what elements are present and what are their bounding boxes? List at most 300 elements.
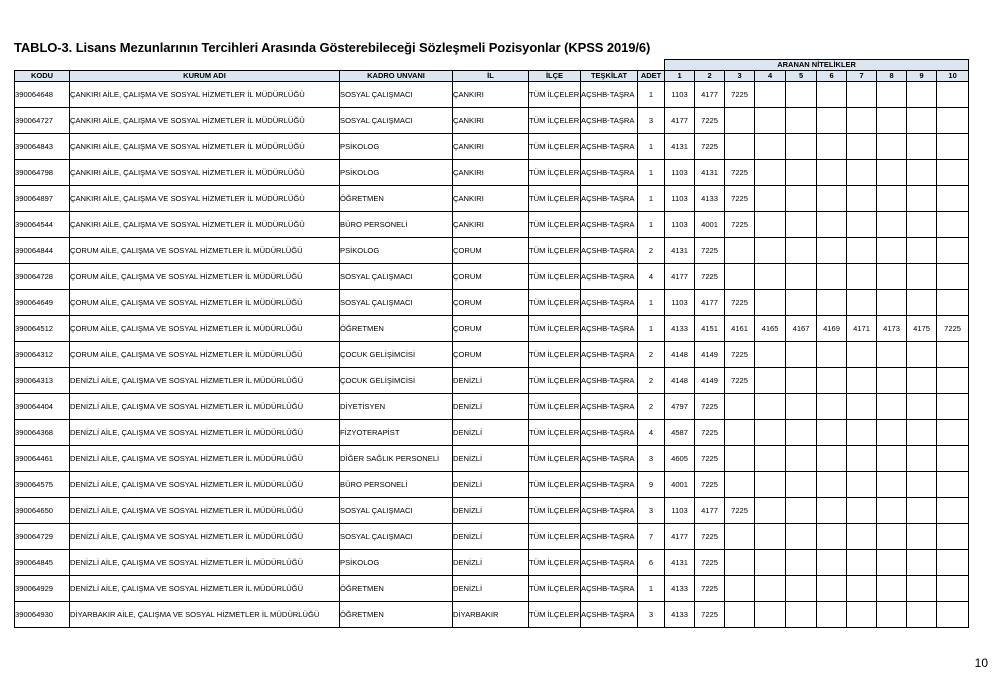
cell-kurum: DENİZLİ AİLE, ÇALIŞMA VE SOSYAL HİZMETLER İL MÜDÜRLÜĞÜ: [70, 394, 340, 420]
cell-nitelik-5: [786, 602, 817, 628]
cell-kodu: 390064650: [15, 498, 70, 524]
cell-nitelik-7: [847, 394, 877, 420]
cell-nitelik-2: 4177: [695, 290, 725, 316]
cell-teskilat: AÇSHB-TAŞRA: [581, 212, 638, 238]
cell-nitelik-2: 7225: [695, 524, 725, 550]
cell-nitelik-2: 7225: [695, 264, 725, 290]
cell-nitelik-7: [847, 420, 877, 446]
cell-nitelik-2: 7225: [695, 134, 725, 160]
cell-ilce: TÜM İLÇELER: [529, 342, 581, 368]
cell-nitelik-1: 4133: [665, 316, 695, 342]
cell-nitelik-9: [907, 602, 937, 628]
cell-nitelik-3: [725, 524, 755, 550]
cell-kodu: 390064897: [15, 186, 70, 212]
cell-adet: 4: [638, 264, 665, 290]
col-header-q5: 5: [786, 71, 817, 82]
table-row: [15, 238, 969, 264]
cell-kadro: ÇOCUK GELİŞİMCİSİ: [340, 342, 453, 368]
cell-nitelik-3: 7225: [725, 160, 755, 186]
cell-nitelik-3: 7225: [725, 82, 755, 108]
cell-nitelik-10: [937, 108, 969, 134]
cell-nitelik-4: [755, 550, 786, 576]
table-row: [15, 446, 969, 472]
table-row: [15, 524, 969, 550]
cell-adet: 2: [638, 368, 665, 394]
cell-nitelik-9: [907, 472, 937, 498]
cell-nitelik-5: [786, 160, 817, 186]
cell-nitelik-3: [725, 134, 755, 160]
cell-kodu: 390064930: [15, 602, 70, 628]
cell-kurum: DENİZLİ AİLE, ÇALIŞMA VE SOSYAL HİZMETLER İL MÜDÜRLÜĞÜ: [70, 524, 340, 550]
cell-kurum: ÇANKIRI AİLE, ÇALIŞMA VE SOSYAL HİZMETLER İL MÜDÜRLÜĞÜ: [70, 212, 340, 238]
cell-nitelik-5: [786, 524, 817, 550]
cell-nitelik-4: [755, 368, 786, 394]
cell-nitelik-7: [847, 82, 877, 108]
cell-nitelik-8: [877, 498, 907, 524]
cell-nitelik-4: [755, 238, 786, 264]
cell-nitelik-3: 7225: [725, 212, 755, 238]
cell-il: ÇANKIRI: [453, 134, 529, 160]
cell-kurum: DENİZLİ AİLE, ÇALIŞMA VE SOSYAL HİZMETLER İL MÜDÜRLÜĞÜ: [70, 420, 340, 446]
cell-adet: 1: [638, 160, 665, 186]
cell-kurum: DENİZLİ AİLE, ÇALIŞMA VE SOSYAL HİZMETLER İL MÜDÜRLÜĞÜ: [70, 446, 340, 472]
cell-nitelik-9: [907, 108, 937, 134]
cell-nitelik-1: 4148: [665, 342, 695, 368]
cell-nitelik-8: [877, 290, 907, 316]
cell-nitelik-7: [847, 108, 877, 134]
cell-nitelik-4: [755, 186, 786, 212]
cell-ilce: TÜM İLÇELER: [529, 160, 581, 186]
col-header-ilce: İLÇE: [529, 71, 581, 82]
cell-nitelik-1: 4177: [665, 108, 695, 134]
cell-kodu: 390064729: [15, 524, 70, 550]
cell-nitelik-6: [817, 238, 847, 264]
cell-adet: 3: [638, 602, 665, 628]
cell-adet: 1: [638, 186, 665, 212]
cell-kadro: ÖĞRETMEN: [340, 602, 453, 628]
cell-kadro: ÖĞRETMEN: [340, 186, 453, 212]
table-row: [15, 160, 969, 186]
cell-nitelik-9: [907, 498, 937, 524]
cell-nitelik-1: 1103: [665, 82, 695, 108]
cell-nitelik-5: [786, 550, 817, 576]
cell-nitelik-4: [755, 394, 786, 420]
cell-teskilat: AÇSHB-TAŞRA: [581, 498, 638, 524]
table-row: [15, 316, 969, 342]
cell-nitelik-6: [817, 394, 847, 420]
cell-il: DİYARBAKIR: [453, 602, 529, 628]
col-header-q3: 3: [725, 71, 755, 82]
cell-nitelik-6: [817, 212, 847, 238]
cell-nitelik-3: [725, 472, 755, 498]
col-header-q1: 1: [665, 71, 695, 82]
cell-kadro: DİĞER SAĞLIK PERSONELİ: [340, 446, 453, 472]
cell-nitelik-8: [877, 160, 907, 186]
cell-ilce: TÜM İLÇELER: [529, 212, 581, 238]
cell-adet: 1: [638, 82, 665, 108]
cell-nitelik-2: 4001: [695, 212, 725, 238]
cell-nitelik-5: [786, 290, 817, 316]
cell-nitelik-5: [786, 186, 817, 212]
cell-nitelik-8: [877, 576, 907, 602]
cell-nitelik-7: [847, 212, 877, 238]
cell-nitelik-1: 4605: [665, 446, 695, 472]
cell-nitelik-9: [907, 368, 937, 394]
cell-nitelik-4: [755, 160, 786, 186]
cell-kurum: ÇORUM AİLE, ÇALIŞMA VE SOSYAL HİZMETLER İL MÜDÜRLÜĞÜ: [70, 264, 340, 290]
cell-nitelik-9: [907, 186, 937, 212]
cell-kodu: 390064368: [15, 420, 70, 446]
cell-nitelik-6: [817, 368, 847, 394]
cell-kurum: ÇANKIRI AİLE, ÇALIŞMA VE SOSYAL HİZMETLER İL MÜDÜRLÜĞÜ: [70, 134, 340, 160]
cell-nitelik-2: 7225: [695, 238, 725, 264]
cell-ilce: TÜM İLÇELER: [529, 316, 581, 342]
cell-nitelik-3: 7225: [725, 186, 755, 212]
cell-nitelik-6: [817, 576, 847, 602]
cell-teskilat: AÇSHB-TAŞRA: [581, 524, 638, 550]
cell-nitelik-10: [937, 550, 969, 576]
cell-il: DENİZLİ: [453, 550, 529, 576]
cell-nitelik-8: [877, 524, 907, 550]
cell-nitelik-3: [725, 264, 755, 290]
cell-kodu: 390064312: [15, 342, 70, 368]
cell-nitelik-3: 7225: [725, 368, 755, 394]
table-row: [15, 134, 969, 160]
cell-nitelik-6: [817, 342, 847, 368]
cell-nitelik-1: 4177: [665, 524, 695, 550]
cell-nitelik-3: [725, 550, 755, 576]
cell-nitelik-5: [786, 238, 817, 264]
col-header-q4: 4: [755, 71, 786, 82]
cell-adet: 3: [638, 108, 665, 134]
cell-il: ÇORUM: [453, 238, 529, 264]
cell-il: ÇORUM: [453, 316, 529, 342]
cell-nitelik-10: [937, 290, 969, 316]
cell-nitelik-6: 4169: [817, 316, 847, 342]
cell-nitelik-4: [755, 82, 786, 108]
cell-nitelik-9: [907, 82, 937, 108]
cell-nitelik-1: 4133: [665, 576, 695, 602]
cell-il: DENİZLİ: [453, 420, 529, 446]
cell-il: DENİZLİ: [453, 524, 529, 550]
cell-teskilat: AÇSHB-TAŞRA: [581, 316, 638, 342]
cell-nitelik-3: 7225: [725, 290, 755, 316]
cell-nitelik-1: 4797: [665, 394, 695, 420]
table-row: [15, 472, 969, 498]
cell-nitelik-6: [817, 134, 847, 160]
cell-nitelik-7: [847, 290, 877, 316]
cell-nitelik-5: [786, 108, 817, 134]
cell-il: ÇANKIRI: [453, 212, 529, 238]
cell-teskilat: AÇSHB-TAŞRA: [581, 134, 638, 160]
cell-kodu: 390064313: [15, 368, 70, 394]
cell-nitelik-9: [907, 160, 937, 186]
cell-ilce: TÜM İLÇELER: [529, 524, 581, 550]
cell-teskilat: AÇSHB-TAŞRA: [581, 264, 638, 290]
cell-nitelik-3: [725, 394, 755, 420]
cell-kurum: ÇORUM AİLE, ÇALIŞMA VE SOSYAL HİZMETLER İL MÜDÜRLÜĞÜ: [70, 342, 340, 368]
cell-nitelik-8: [877, 550, 907, 576]
cell-nitelik-7: [847, 576, 877, 602]
cell-nitelik-10: [937, 576, 969, 602]
cell-nitelik-9: [907, 524, 937, 550]
cell-nitelik-10: [937, 160, 969, 186]
cell-teskilat: AÇSHB-TAŞRA: [581, 420, 638, 446]
cell-nitelik-4: [755, 108, 786, 134]
cell-nitelik-4: 4165: [755, 316, 786, 342]
cell-ilce: TÜM İLÇELER: [529, 550, 581, 576]
cell-ilce: TÜM İLÇELER: [529, 420, 581, 446]
cell-adet: 3: [638, 446, 665, 472]
cell-nitelik-5: [786, 342, 817, 368]
cell-kodu: 390064844: [15, 238, 70, 264]
table-row: [15, 420, 969, 446]
cell-nitelik-10: [937, 212, 969, 238]
cell-nitelik-7: [847, 186, 877, 212]
cell-nitelik-5: [786, 576, 817, 602]
cell-adet: 1: [638, 212, 665, 238]
table-row: [15, 368, 969, 394]
cell-nitelik-1: 1103: [665, 212, 695, 238]
cell-nitelik-10: [937, 498, 969, 524]
cell-kadro: SOSYAL ÇALIŞMACI: [340, 82, 453, 108]
table-row: [15, 186, 969, 212]
cell-adet: 1: [638, 290, 665, 316]
cell-nitelik-4: [755, 498, 786, 524]
cell-kadro: SOSYAL ÇALIŞMACI: [340, 290, 453, 316]
cell-kurum: DİYARBAKIR AİLE, ÇALIŞMA VE SOSYAL HİZMETLER İL MÜDÜRLÜĞÜ: [70, 602, 340, 628]
cell-teskilat: AÇSHB-TAŞRA: [581, 602, 638, 628]
cell-kadro: PSİKOLOG: [340, 238, 453, 264]
cell-kadro: BÜRO PERSONELİ: [340, 472, 453, 498]
cell-nitelik-6: [817, 264, 847, 290]
cell-ilce: TÜM İLÇELER: [529, 368, 581, 394]
cell-nitelik-5: [786, 446, 817, 472]
cell-teskilat: AÇSHB-TAŞRA: [581, 82, 638, 108]
cell-kurum: ÇANKIRI AİLE, ÇALIŞMA VE SOSYAL HİZMETLER İL MÜDÜRLÜĞÜ: [70, 82, 340, 108]
table-row: [15, 550, 969, 576]
cell-adet: 1: [638, 134, 665, 160]
cell-kadro: DİYETİSYEN: [340, 394, 453, 420]
cell-nitelik-2: 4149: [695, 342, 725, 368]
table-row: [15, 108, 969, 134]
cell-adet: 7: [638, 524, 665, 550]
cell-ilce: TÜM İLÇELER: [529, 290, 581, 316]
cell-nitelik-8: [877, 82, 907, 108]
cell-nitelik-3: [725, 602, 755, 628]
cell-nitelik-4: [755, 602, 786, 628]
cell-nitelik-6: [817, 82, 847, 108]
cell-nitelik-9: 4175: [907, 316, 937, 342]
cell-nitelik-3: [725, 238, 755, 264]
cell-kurum: ÇANKIRI AİLE, ÇALIŞMA VE SOSYAL HİZMETLER İL MÜDÜRLÜĞÜ: [70, 108, 340, 134]
cell-il: ÇANKIRI: [453, 160, 529, 186]
cell-nitelik-2: 7225: [695, 472, 725, 498]
cell-nitelik-9: [907, 342, 937, 368]
cell-nitelik-6: [817, 550, 847, 576]
cell-kadro: FİZYOTERAPİST: [340, 420, 453, 446]
cell-nitelik-7: [847, 446, 877, 472]
cell-nitelik-4: [755, 342, 786, 368]
cell-kadro: PSİKOLOG: [340, 160, 453, 186]
cell-nitelik-7: [847, 498, 877, 524]
cell-kodu: 390064461: [15, 446, 70, 472]
cell-nitelik-2: 7225: [695, 602, 725, 628]
cell-nitelik-4: [755, 212, 786, 238]
cell-nitelik-7: [847, 134, 877, 160]
cell-nitelik-9: [907, 264, 937, 290]
cell-adet: 3: [638, 498, 665, 524]
col-header-adet: ADET: [638, 71, 665, 82]
cell-kodu: 390064929: [15, 576, 70, 602]
cell-kadro: SOSYAL ÇALIŞMACI: [340, 498, 453, 524]
cell-nitelik-5: [786, 264, 817, 290]
cell-nitelik-8: [877, 602, 907, 628]
table-row: [15, 82, 969, 108]
table-row: [15, 498, 969, 524]
cell-nitelik-8: [877, 342, 907, 368]
cell-il: ÇORUM: [453, 342, 529, 368]
cell-nitelik-9: [907, 576, 937, 602]
cell-il: DENİZLİ: [453, 446, 529, 472]
cell-nitelik-3: 7225: [725, 342, 755, 368]
cell-nitelik-7: [847, 264, 877, 290]
cell-nitelik-2: 4177: [695, 82, 725, 108]
cell-nitelik-1: 4131: [665, 550, 695, 576]
col-header-kadro: KADRO UNVANI: [340, 71, 453, 82]
cell-nitelik-2: 4131: [695, 160, 725, 186]
cell-kadro: SOSYAL ÇALIŞMACI: [340, 108, 453, 134]
cell-nitelik-7: [847, 602, 877, 628]
cell-teskilat: AÇSHB-TAŞRA: [581, 576, 638, 602]
cell-teskilat: AÇSHB-TAŞRA: [581, 446, 638, 472]
cell-nitelik-3: 7225: [725, 498, 755, 524]
col-header-il: İL: [453, 71, 529, 82]
table-row: [15, 264, 969, 290]
cell-nitelik-6: [817, 160, 847, 186]
page-number: 10: [974, 656, 988, 670]
cell-kurum: ÇORUM AİLE, ÇALIŞMA VE SOSYAL HİZMETLER İL MÜDÜRLÜĞÜ: [70, 290, 340, 316]
cell-kurum: ÇORUM AİLE, ÇALIŞMA VE SOSYAL HİZMETLER İL MÜDÜRLÜĞÜ: [70, 316, 340, 342]
cell-kadro: PSİKOLOG: [340, 550, 453, 576]
cell-nitelik-6: [817, 472, 847, 498]
cell-nitelik-10: [937, 342, 969, 368]
cell-nitelik-1: 1103: [665, 186, 695, 212]
cell-teskilat: AÇSHB-TAŞRA: [581, 290, 638, 316]
col-header-q6: 6: [817, 71, 847, 82]
cell-adet: 2: [638, 394, 665, 420]
cell-kodu: 390064544: [15, 212, 70, 238]
cell-teskilat: AÇSHB-TAŞRA: [581, 342, 638, 368]
cell-teskilat: AÇSHB-TAŞRA: [581, 550, 638, 576]
cell-nitelik-6: [817, 524, 847, 550]
cell-nitelik-1: 4587: [665, 420, 695, 446]
cell-kodu: 390064843: [15, 134, 70, 160]
cell-nitelik-3: [725, 108, 755, 134]
cell-nitelik-8: [877, 108, 907, 134]
cell-ilce: TÜM İLÇELER: [529, 264, 581, 290]
group-header-aranan-nitelikler: ARANAN NİTELİKLER: [665, 60, 969, 71]
cell-nitelik-9: [907, 446, 937, 472]
cell-adet: 9: [638, 472, 665, 498]
cell-nitelik-2: 7225: [695, 394, 725, 420]
cell-adet: 1: [638, 576, 665, 602]
cell-nitelik-8: [877, 212, 907, 238]
cell-nitelik-2: 7225: [695, 420, 725, 446]
cell-nitelik-4: [755, 524, 786, 550]
cell-nitelik-4: [755, 446, 786, 472]
cell-teskilat: AÇSHB-TAŞRA: [581, 238, 638, 264]
cell-nitelik-10: [937, 134, 969, 160]
cell-nitelik-1: 4001: [665, 472, 695, 498]
cell-il: ÇORUM: [453, 290, 529, 316]
cell-ilce: TÜM İLÇELER: [529, 576, 581, 602]
cell-kadro: PSİKOLOG: [340, 134, 453, 160]
table-row: [15, 576, 969, 602]
cell-adet: 4: [638, 420, 665, 446]
cell-kodu: 390064575: [15, 472, 70, 498]
cell-nitelik-9: [907, 550, 937, 576]
cell-nitelik-2: 7225: [695, 446, 725, 472]
cell-kodu: 390064845: [15, 550, 70, 576]
cell-nitelik-2: 7225: [695, 576, 725, 602]
cell-nitelik-4: [755, 472, 786, 498]
cell-nitelik-10: [937, 524, 969, 550]
cell-nitelik-7: 4171: [847, 316, 877, 342]
cell-ilce: TÜM İLÇELER: [529, 108, 581, 134]
cell-kurum: DENİZLİ AİLE, ÇALIŞMA VE SOSYAL HİZMETLER İL MÜDÜRLÜĞÜ: [70, 576, 340, 602]
cell-nitelik-8: [877, 472, 907, 498]
cell-kadro: SOSYAL ÇALIŞMACI: [340, 264, 453, 290]
cell-nitelik-1: 1103: [665, 498, 695, 524]
cell-nitelik-6: [817, 186, 847, 212]
cell-nitelik-10: [937, 446, 969, 472]
cell-nitelik-9: [907, 238, 937, 264]
cell-nitelik-6: [817, 602, 847, 628]
column-header-row: [15, 71, 969, 82]
cell-nitelik-4: [755, 420, 786, 446]
cell-nitelik-5: [786, 472, 817, 498]
cell-nitelik-10: [937, 264, 969, 290]
cell-kodu: 390064648: [15, 82, 70, 108]
table-title: TABLO-3. Lisans Mezunlarının Tercihleri Arasında Gösterebileceği Sözleşmeli Pozisyonlar (KPSS 2019/6): [14, 40, 651, 55]
cell-nitelik-3: 4161: [725, 316, 755, 342]
cell-nitelik-1: 1103: [665, 290, 695, 316]
cell-kurum: ÇORUM AİLE, ÇALIŞMA VE SOSYAL HİZMETLER İL MÜDÜRLÜĞÜ: [70, 238, 340, 264]
cell-nitelik-8: [877, 420, 907, 446]
cell-ilce: TÜM İLÇELER: [529, 602, 581, 628]
cell-nitelik-5: 4167: [786, 316, 817, 342]
cell-nitelik-1: 4131: [665, 238, 695, 264]
cell-nitelik-10: [937, 602, 969, 628]
col-header-teskilat: TEŞKİLAT: [581, 71, 638, 82]
cell-nitelik-10: [937, 368, 969, 394]
cell-kodu: 390064798: [15, 160, 70, 186]
table-row: [15, 342, 969, 368]
cell-kadro: ÇOCUK GELİŞİMCİSİ: [340, 368, 453, 394]
cell-nitelik-1: 1103: [665, 160, 695, 186]
cell-nitelik-5: [786, 420, 817, 446]
cell-nitelik-4: [755, 290, 786, 316]
cell-nitelik-1: 4131: [665, 134, 695, 160]
cell-nitelik-1: 4177: [665, 264, 695, 290]
cell-ilce: TÜM İLÇELER: [529, 82, 581, 108]
cell-nitelik-7: [847, 160, 877, 186]
cell-ilce: TÜM İLÇELER: [529, 238, 581, 264]
cell-kodu: 390064728: [15, 264, 70, 290]
cell-kurum: ÇANKIRI AİLE, ÇALIŞMA VE SOSYAL HİZMETLER İL MÜDÜRLÜĞÜ: [70, 160, 340, 186]
cell-nitelik-6: [817, 498, 847, 524]
